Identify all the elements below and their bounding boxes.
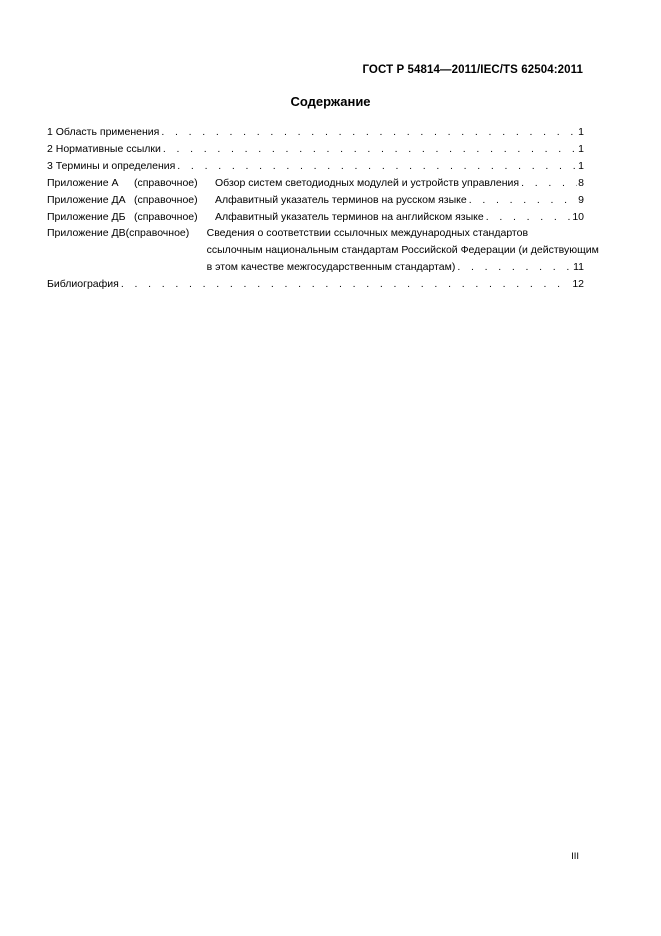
toc-entry-page: 1 bbox=[578, 126, 584, 138]
toc-entry-label: 1 Область применения bbox=[47, 126, 160, 138]
toc-dot-leader bbox=[159, 124, 577, 141]
annex-id: Приложение ДА bbox=[47, 193, 126, 206]
toc-title: Содержание bbox=[290, 94, 371, 109]
toc-entry-page: 8 bbox=[578, 176, 584, 189]
toc-dot-leader bbox=[484, 209, 572, 226]
annex-title: Обзор систем светодиодных модулей и устройств управления bbox=[215, 176, 520, 189]
annex-kind: (справочное) bbox=[134, 193, 198, 206]
toc-entry-page: 1 bbox=[578, 159, 584, 172]
toc-entry-annex-dv[interactable] bbox=[47, 225, 599, 276]
toc-dot-leader bbox=[161, 141, 577, 158]
toc-entry-page: 9 bbox=[578, 193, 584, 206]
toc-dot-leader bbox=[455, 259, 572, 276]
toc-entry-label: 3 Термины и определения bbox=[47, 159, 176, 172]
toc-entry-page: 1 bbox=[578, 142, 584, 155]
annex-kind: (справочное) bbox=[125, 227, 190, 240]
toc-entry-scope[interactable] bbox=[47, 124, 584, 141]
toc-dot-leader bbox=[119, 276, 571, 293]
toc-entry-page: 10 bbox=[572, 210, 584, 223]
toc-entry-terms-definitions[interactable] bbox=[47, 158, 584, 175]
toc-dot-leader bbox=[519, 175, 577, 192]
page-number: III bbox=[571, 851, 579, 862]
annex-id: Приложение ДБ bbox=[47, 210, 126, 223]
annex-title-line: в этом качестве межгосударственным стандартам) bbox=[206, 261, 456, 274]
toc-entry-page: 11 bbox=[573, 261, 584, 274]
document-header: ГОСТ Р 54814—2011/IEC/TS 62504:2011 bbox=[362, 64, 583, 76]
toc-dot-leader bbox=[467, 192, 577, 209]
annex-title-line: Сведения о соответствии ссылочных международных стандартов bbox=[206, 227, 529, 240]
toc-entry-normative-references[interactable] bbox=[47, 141, 584, 158]
annex-id: Приложение А bbox=[47, 176, 119, 189]
annex-kind: (справочное) bbox=[134, 210, 198, 223]
annex-id: Приложение ДВ bbox=[47, 227, 126, 240]
toc-entry-annex-a[interactable] bbox=[47, 175, 584, 192]
table-of-contents bbox=[47, 124, 599, 293]
toc-dot-leader bbox=[175, 158, 577, 175]
toc-entry-label: Библиография bbox=[47, 278, 119, 291]
toc-entry-annex-da[interactable] bbox=[47, 192, 584, 209]
annex-title: Алфавитный указатель терминов на русском языке bbox=[215, 193, 467, 206]
annex-title-line: ссылочным национальным стандартам Российской Федерации (и действующим bbox=[206, 244, 599, 257]
toc-entry-page: 12 bbox=[572, 278, 584, 291]
toc-entry-label: 2 Нормативные ссылки bbox=[47, 142, 161, 155]
toc-entry-bibliography[interactable] bbox=[47, 276, 584, 293]
annex-kind: (справочное) bbox=[134, 176, 198, 189]
annex-title: Алфавитный указатель терминов на английском языке bbox=[215, 210, 484, 223]
toc-entry-annex-db[interactable] bbox=[47, 209, 584, 226]
